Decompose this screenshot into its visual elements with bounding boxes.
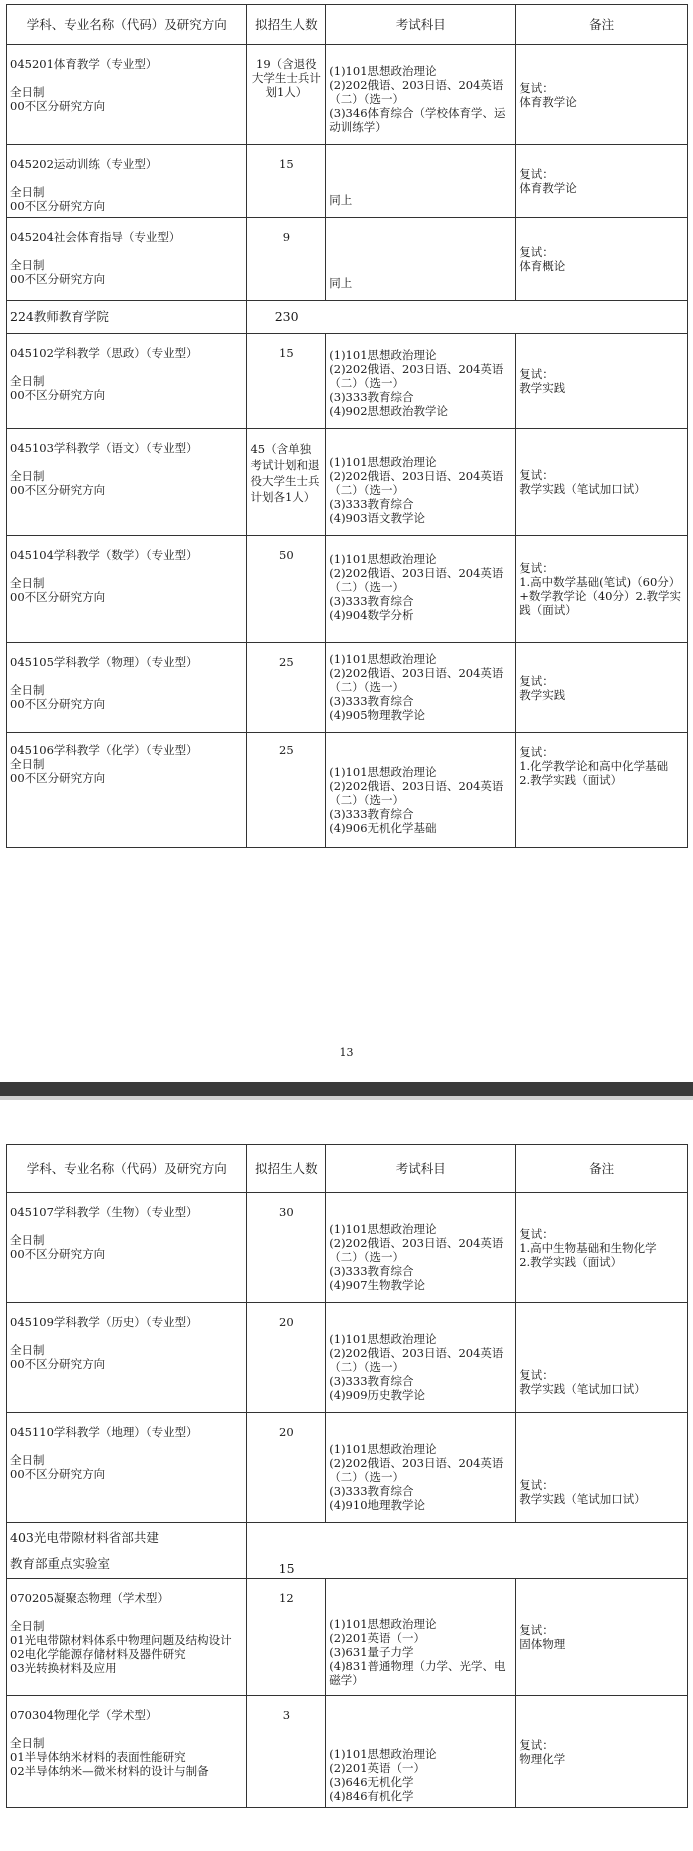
- table-row: [7, 1303, 688, 1413]
- study-mode: 全日制: [10, 757, 45, 771]
- enroll-count: 15: [247, 334, 326, 429]
- research-direction: 02电化学能源存储材料及器件研究: [10, 1647, 186, 1661]
- subject: (3)333教育综合: [329, 1374, 414, 1388]
- subject: (2)201英语（一）: [329, 1761, 426, 1775]
- research-direction: 00不区分研究方向: [10, 1247, 106, 1261]
- note: 体育教学论: [519, 94, 577, 109]
- major-name: 070205凝聚态物理（学术型）: [10, 1591, 169, 1605]
- enroll-count: 15: [247, 145, 326, 218]
- subject: (2)202俄语、203日语、204英语（二）（选一）: [329, 469, 504, 497]
- subject: (4)907生物教学论: [329, 1278, 426, 1292]
- study-mode: 全日制: [10, 1736, 45, 1750]
- subject: (3)333教育综合: [329, 694, 414, 708]
- note: 复试：: [519, 1623, 554, 1637]
- note: 复试：: [519, 468, 554, 482]
- enroll-count: 30: [247, 1193, 326, 1303]
- note: 1.高中数学基础(笔试)（60分）+数学教学论（40分）2.教学实践（面试）: [519, 575, 681, 617]
- study-mode: 全日制: [10, 1343, 45, 1357]
- major-name: 045109学科教学（历史）（专业型）: [10, 1315, 198, 1329]
- subject: (1)101思想政治理论: [329, 652, 437, 666]
- page-separator: [0, 1082, 693, 1096]
- note: 固体物理: [519, 1637, 566, 1651]
- table-row: [7, 536, 688, 643]
- subject: (1)101思想政治理论: [329, 765, 437, 779]
- study-mode: 全日制: [10, 469, 45, 483]
- note: 教学实践（笔试加口试）: [519, 482, 646, 496]
- study-mode: 全日制: [10, 1233, 45, 1247]
- major-name: 045202运动训练（专业型）: [10, 157, 158, 171]
- subject: (3)333教育综合: [329, 594, 414, 608]
- research-direction: 00不区分研究方向: [10, 199, 106, 213]
- subject: (2)202俄语、203日语、204英语（二）（选一）: [329, 362, 504, 390]
- research-direction: 00不区分研究方向: [10, 771, 106, 785]
- note: 1.高中生物基础和生物化学: [519, 1240, 657, 1255]
- institute-name: 403光电带隙材料省部共建: [10, 1529, 159, 1545]
- note: 复试：: [519, 1368, 554, 1382]
- subject: (4)904数学分析: [329, 608, 414, 622]
- note: 复试：: [519, 367, 554, 381]
- study-mode: 全日制: [10, 1453, 45, 1467]
- subject: (4)831普通物理（力学、光学、电磁学）: [329, 1659, 506, 1687]
- page-number: 13: [339, 1046, 354, 1059]
- subject: (4)910地理教学论: [329, 1498, 426, 1512]
- note: 复试：: [519, 561, 554, 575]
- research-direction: 01半导体纳米材料的表面性能研究: [10, 1750, 186, 1764]
- subject: (3)333教育综合: [329, 1484, 414, 1498]
- research-direction: 02半导体纳米—微米材料的设计与制备: [10, 1764, 209, 1778]
- subject: (2)202俄语、203日语、204英语（二）（选一）: [329, 1346, 504, 1374]
- note: 复试：: [519, 1478, 554, 1492]
- subject: (3)333教育综合: [329, 390, 414, 404]
- table-row: [7, 429, 688, 536]
- subject: (3)333教育综合: [329, 1264, 414, 1278]
- subject: (2)201英语（一）: [329, 1631, 426, 1645]
- table-row: [7, 334, 688, 429]
- note: 教学实践（笔试加口试）: [519, 1492, 646, 1506]
- enroll-count: 20: [247, 1413, 326, 1523]
- subject: (4)909历史教学论: [329, 1388, 426, 1402]
- table-row: [7, 1193, 688, 1303]
- header-notes: 备注: [516, 5, 688, 45]
- note: 复试：: [519, 245, 554, 259]
- subject: (1)101思想政治理论: [329, 1332, 437, 1346]
- major-name: 070304物理化学（学术型）: [10, 1708, 158, 1722]
- note: 体育概论: [519, 259, 566, 273]
- subject: (2)202俄语、203日语、204英语（二）（选一）: [329, 779, 504, 807]
- subject: (3)346体育综合（学校体育学、运动训练学）: [329, 106, 506, 134]
- research-direction: 00不区分研究方向: [10, 1467, 106, 1481]
- major-name: 045103学科教学（语文）（专业型）: [10, 441, 198, 455]
- note: 2.教学实践（面试）: [519, 1254, 623, 1269]
- enroll-count: 19（含退役大学生士兵计划1人）: [247, 45, 326, 145]
- subject: (1)101思想政治理论: [329, 552, 437, 566]
- header-major: 学科、专业名称（代码）及研究方向: [7, 5, 247, 45]
- table-row: [7, 643, 688, 733]
- research-direction: 00不区分研究方向: [10, 272, 106, 286]
- table-row: [7, 218, 688, 301]
- note: 复试：: [519, 1737, 554, 1752]
- research-direction: 00不区分研究方向: [10, 590, 106, 604]
- subject: (1)101思想政治理论: [329, 455, 437, 469]
- table-row: [7, 733, 688, 848]
- subject: (1)101思想政治理论: [329, 1747, 437, 1761]
- admission-table-page-1: [6, 4, 688, 848]
- subject: (1)101思想政治理论: [329, 1222, 437, 1236]
- note: 复试：: [519, 167, 554, 181]
- enroll-count: 3: [247, 1696, 326, 1808]
- major-name: 045110学科教学（地理）（专业型）: [10, 1425, 198, 1439]
- study-mode: 全日制: [10, 1619, 45, 1633]
- header-major: 学科、专业名称（代码）及研究方向: [7, 1145, 247, 1193]
- study-mode: 全日制: [10, 258, 45, 272]
- institute-name: 224教师教育学院: [7, 301, 247, 334]
- note: 复试：: [519, 80, 554, 95]
- header-subjects: 考试科目: [326, 5, 516, 45]
- enroll-count: 50: [247, 536, 326, 643]
- institute-name-cont: 教育部重点实验室: [10, 1555, 111, 1571]
- enroll-count: 12: [247, 1579, 326, 1696]
- subject: (3)333教育综合: [329, 497, 414, 511]
- table-row: [7, 1696, 688, 1808]
- subject: (2)202俄语、203日语、204英语（二）（选一）: [329, 566, 504, 594]
- note: 物理化学: [519, 1751, 566, 1766]
- header-count: 拟招生人数: [247, 1145, 326, 1193]
- research-direction: 00不区分研究方向: [10, 388, 106, 402]
- major-name: 045105学科教学（物理）（专业型）: [10, 655, 198, 669]
- enroll-count: 45（含单独考试计划和退役大学生士兵计划各1人）: [247, 429, 326, 536]
- subject: (1)101思想政治理论: [329, 64, 437, 78]
- note: 1.化学教学论和高中化学基础: [519, 759, 669, 773]
- major-name: 045107学科教学（生物）（专业型）: [10, 1205, 198, 1219]
- header-notes: 备注: [516, 1145, 688, 1193]
- enroll-count: 25: [247, 643, 326, 733]
- note: 教学实践（笔试加口试）: [519, 1382, 646, 1396]
- research-direction: 01光电带隙材料体系中物理问题及结构设计: [10, 1633, 232, 1647]
- major-name: 045106学科教学（化学）（专业型）: [10, 743, 198, 757]
- subject: (4)905物理教学论: [329, 708, 426, 722]
- subject: (2)202俄语、203日语、204英语（二）（选一）: [329, 666, 504, 694]
- note: 复试：: [519, 1226, 554, 1241]
- institute-row: [7, 1523, 688, 1579]
- enroll-count: 9: [247, 218, 326, 301]
- table-row: [7, 145, 688, 218]
- subject: 同上: [326, 145, 516, 218]
- note: 复试：: [519, 745, 554, 759]
- subject: (3)646无机化学: [329, 1775, 414, 1789]
- table-row: [7, 1413, 688, 1523]
- enroll-count: 25: [247, 733, 326, 848]
- major-name: 045104学科教学（数学）（专业型）: [10, 548, 198, 562]
- major-name: 045204社会体育指导（专业型）: [10, 230, 181, 244]
- note: 教学实践: [519, 687, 566, 702]
- research-direction: 00不区分研究方向: [10, 483, 106, 497]
- study-mode: 全日制: [10, 85, 45, 99]
- research-direction: 00不区分研究方向: [10, 697, 106, 711]
- header-subjects: 考试科目: [326, 1145, 516, 1193]
- note: 体育教学论: [519, 181, 577, 195]
- note: 2.教学实践（面试）: [519, 773, 623, 787]
- page-separator-shadow: [0, 1096, 693, 1100]
- table-row: [7, 1579, 688, 1696]
- table-row: [7, 45, 688, 145]
- study-mode: 全日制: [10, 683, 45, 697]
- major-name: 045201体育教学（专业型）: [10, 57, 158, 71]
- subject: (4)903语文教学论: [329, 511, 426, 525]
- study-mode: 全日制: [10, 185, 45, 199]
- study-mode: 全日制: [10, 374, 45, 388]
- subject: (3)631量子力学: [329, 1645, 414, 1659]
- subject: (4)846有机化学: [329, 1789, 414, 1803]
- note: 教学实践: [519, 381, 566, 395]
- institute-count: 230: [247, 301, 326, 334]
- subject: (2)202俄语、203日语、204英语（二）（选一）: [329, 1456, 504, 1484]
- subject: (1)101思想政治理论: [329, 1442, 437, 1456]
- subject: (4)906无机化学基础: [329, 821, 437, 835]
- subject: (3)333教育综合: [329, 807, 414, 821]
- institute-row: [7, 301, 688, 334]
- research-direction: 00不区分研究方向: [10, 99, 106, 113]
- enroll-count: 20: [247, 1303, 326, 1413]
- research-direction: 00不区分研究方向: [10, 1357, 106, 1371]
- major-name: 045102学科教学（思政）（专业型）: [10, 346, 198, 360]
- subject: (1)101思想政治理论: [329, 348, 437, 362]
- research-direction: 03光转换材料及应用: [10, 1661, 117, 1675]
- subject: (2)202俄语、203日语、204英语（二）（选一）: [329, 78, 504, 106]
- institute-count: 15: [247, 1523, 326, 1579]
- subject: 同上: [326, 218, 516, 301]
- note: 复试：: [519, 673, 554, 688]
- study-mode: 全日制: [10, 576, 45, 590]
- subject: (2)202俄语、203日语、204英语（二）（选一）: [329, 1236, 504, 1264]
- admission-table-page-2: [6, 1144, 688, 1808]
- subject: (4)902思想政治教学论: [329, 404, 449, 418]
- header-count: 拟招生人数: [247, 5, 326, 45]
- subject: (1)101思想政治理论: [329, 1617, 437, 1631]
